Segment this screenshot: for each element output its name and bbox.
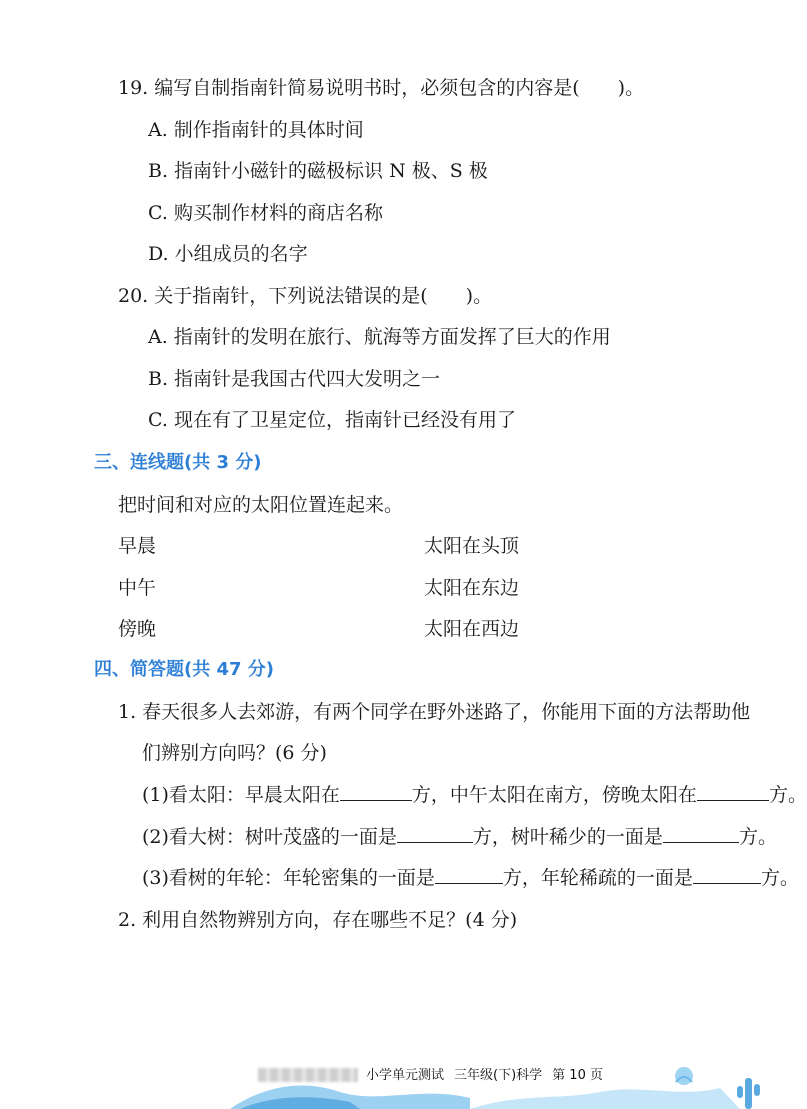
match-right-west: 太阳在西边 bbox=[424, 618, 520, 640]
q19-option-b: B. 指南针小磁针的磁极标识 N 极、S 极 bbox=[148, 160, 488, 182]
q20-option-a: A. 指南针的发明在旅行、航海等方面发挥了巨大的作用 bbox=[148, 326, 611, 348]
footer-grade: 三年级(下)科学 bbox=[454, 1068, 543, 1083]
q1-sub2-text-c: 方。 bbox=[738, 826, 777, 848]
q1-sub1-blank-1[interactable] bbox=[340, 782, 412, 801]
section3-heading: 三、连线题(共 3 分) bbox=[94, 452, 262, 473]
q2-answer-area[interactable] bbox=[118, 945, 758, 1040]
footer-redacted-text bbox=[258, 1068, 358, 1082]
q1-sub2-blank-2[interactable] bbox=[663, 824, 739, 843]
footer-series: 小学单元测试 bbox=[366, 1068, 445, 1083]
q1-stem-line1: 1. 春天很多人去郊游，有两个同学在野外迷路了，你能用下面的方法帮助他 bbox=[118, 701, 751, 723]
q1-sub3 bbox=[142, 865, 799, 891]
footer-page: 第 10 页 bbox=[552, 1068, 603, 1083]
section3-instruction: 把时间和对应的太阳位置连起来。 bbox=[118, 494, 404, 516]
q1-sub1-blank-2[interactable] bbox=[697, 782, 769, 801]
q1-sub2 bbox=[142, 824, 777, 850]
match-left-noon: 中午 bbox=[118, 577, 157, 599]
q1-sub2-blank-1[interactable] bbox=[397, 824, 473, 843]
q20-option-c: C. 现在有了卫星定位，指南针已经没有用了 bbox=[148, 409, 516, 431]
q19-stem: 19. 编写自制指南针简易说明书时，必须包含的内容是( )。 bbox=[118, 77, 645, 99]
q19-option-c: C. 购买制作材料的商店名称 bbox=[148, 202, 383, 224]
match-right-east: 太阳在东边 bbox=[424, 577, 520, 599]
q1-sub1-text-c: 方。 bbox=[768, 784, 807, 806]
q1-sub3-blank-2[interactable] bbox=[693, 865, 761, 884]
q1-sub1 bbox=[142, 782, 807, 808]
q1-sub2-text-b: 方，树叶稀少的一面是 bbox=[472, 826, 663, 848]
q1-sub3-blank-1[interactable] bbox=[435, 865, 503, 884]
footer-text bbox=[366, 1064, 613, 1083]
q20-stem: 20. 关于指南针，下列说法错误的是( )。 bbox=[118, 285, 493, 307]
q1-sub3-text-c: 方。 bbox=[760, 867, 799, 889]
q1-stem-line2: 们辨别方向吗？(6 分) bbox=[142, 742, 327, 764]
q19-option-d: D. 小组成员的名字 bbox=[148, 243, 308, 265]
page-footer bbox=[0, 1048, 800, 1109]
q1-sub3-text-a: (3)看树的年轮：年轮密集的一面是 bbox=[142, 867, 435, 889]
q1-sub1-text-a: (1)看太阳：早晨太阳在 bbox=[142, 784, 340, 806]
q1-sub3-text-b: 方，年轮稀疏的一面是 bbox=[502, 867, 693, 889]
q1-sub1-text-b: 方，中午太阳在南方，傍晚太阳在 bbox=[411, 784, 697, 806]
q2-stem: 2. 利用自然物辨别方向，存在哪些不足？(4 分) bbox=[118, 909, 518, 931]
match-left-evening: 傍晚 bbox=[118, 618, 157, 640]
q19-option-a: A. 制作指南针的具体时间 bbox=[148, 119, 364, 141]
match-right-overhead: 太阳在头顶 bbox=[424, 535, 520, 557]
q20-option-b: B. 指南针是我国古代四大发明之一 bbox=[148, 368, 441, 390]
section4-heading: 四、简答题(共 47 分) bbox=[94, 659, 275, 680]
q1-sub2-text-a: (2)看大树：树叶茂盛的一面是 bbox=[142, 826, 397, 848]
match-left-morning: 早晨 bbox=[118, 535, 157, 557]
